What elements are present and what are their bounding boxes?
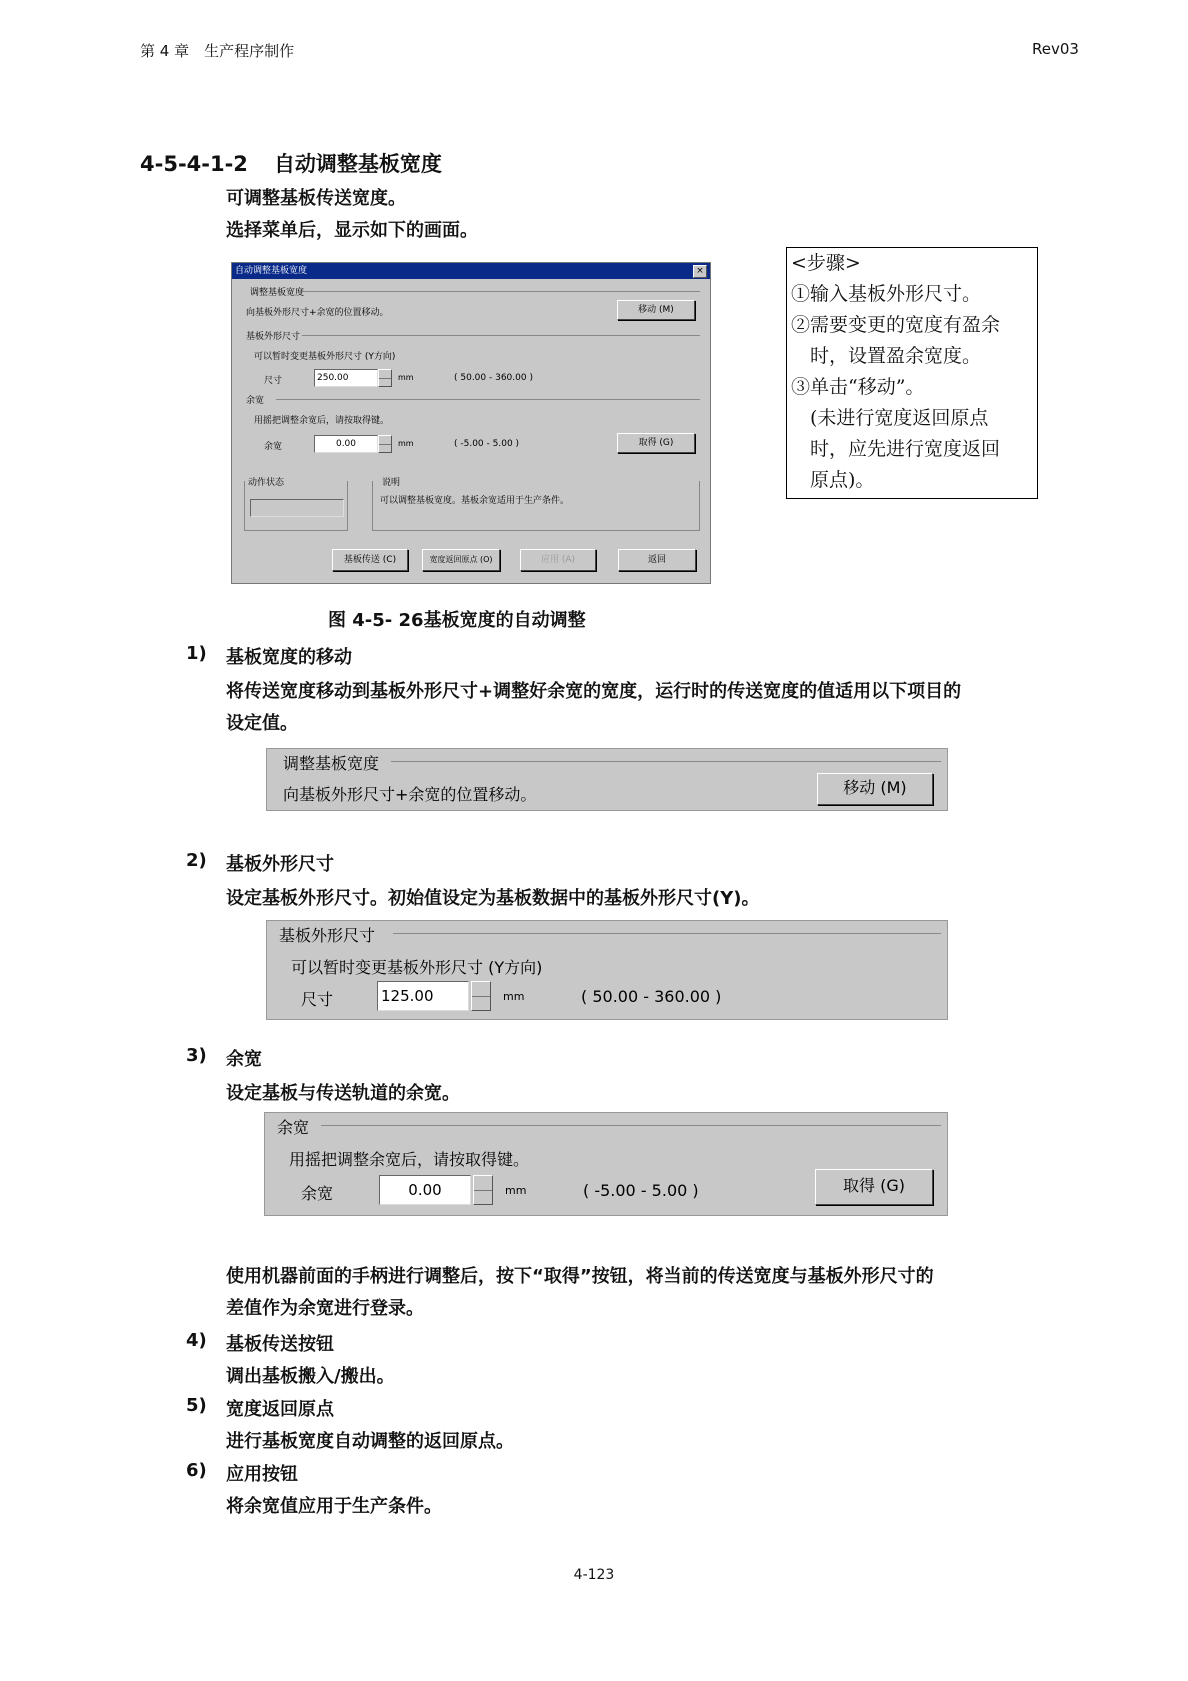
margin-spinner[interactable]: [378, 435, 392, 453]
panel2-group-line: [393, 933, 941, 934]
margin-unit: mm: [398, 439, 414, 448]
section-title: 自动调整基板宽度: [273, 152, 442, 176]
size-hint: 可以暂时变更基板外形尺寸 (Y方向): [254, 352, 396, 362]
page-number: 4-123: [573, 1567, 615, 1583]
intro-line-1: 可调整基板传送宽度。: [226, 188, 406, 209]
steps-line: ①输入基板外形尺寸。: [791, 283, 982, 305]
margin-input-zoom[interactable]: 0.00: [379, 1175, 471, 1205]
section-number: 4-5-4-1-2: [140, 152, 248, 176]
revision-label: Rev03: [1032, 40, 1079, 58]
group-size-label: 基板外形尺寸: [246, 332, 301, 342]
item-desc: 进行基板宽度自动调整的返回原点。: [226, 1431, 514, 1452]
panel3-label: 余宽: [301, 1184, 334, 1203]
item-number: 5): [186, 1395, 207, 1416]
item-title: 基板外形尺寸: [226, 854, 334, 875]
get-explain-line: 使用机器前面的手柄进行调整后，按下“取得”按钮，将当前的传送宽度与基板外形尺寸的: [226, 1266, 934, 1287]
get-explain-line: 差值作为余宽进行登录。: [226, 1298, 424, 1319]
figure-caption: 图 4-5- 26基板宽度的自动调整: [328, 610, 586, 631]
item-number: 4): [186, 1330, 207, 1351]
status-field: [250, 499, 344, 517]
item-number: 1): [186, 643, 207, 664]
group-margin-label: 余宽: [246, 396, 265, 406]
chapter-header: 第 4 章 生产程序制作: [140, 42, 295, 60]
size-range: ( 50.00 - 360.00 ): [454, 373, 533, 383]
panel1-text: 向基板外形尺寸+余宽的位置移动。: [283, 785, 537, 804]
steps-line: ②需要变更的宽度有盈余: [791, 314, 1001, 336]
intro-line-2: 选择菜单后，显示如下的画面。: [226, 220, 478, 241]
panel1-group-label: 调整基板宽度: [283, 754, 380, 773]
item-desc: 调出基板搬入/搬出。: [226, 1366, 395, 1387]
margin-input[interactable]: 0.00: [314, 435, 378, 453]
auto-width-dialog: [231, 262, 711, 584]
size-label: 尺寸: [264, 376, 283, 386]
steps-title: <步骤>: [791, 252, 861, 274]
dialog-title: 自动调整基板宽度: [235, 266, 308, 276]
status-group-label: 动作状态: [248, 478, 285, 488]
panel1-group-line: [391, 761, 941, 762]
desc-text: 可以调整基板宽度。基板余宽适用于生产条件。: [380, 496, 570, 506]
item-number: 6): [186, 1460, 207, 1481]
item-title: 宽度返回原点: [226, 1399, 334, 1420]
item-number: 3): [186, 1045, 207, 1066]
dialog-titlebar: [232, 263, 710, 279]
size-input[interactable]: 250.00: [314, 369, 378, 387]
panel2-label: 尺寸: [301, 990, 334, 1009]
panel3-range: ( -5.00 - 5.00 ): [583, 1181, 699, 1200]
item-desc: 将传送宽度移动到基板外形尺寸+调整好余宽的宽度，运行时的传送宽度的值适用以下项目的: [226, 681, 962, 702]
margin-hint: 用摇把调整余宽后，请按取得键。: [254, 416, 390, 426]
item-number: 2): [186, 850, 207, 871]
steps-line: 时，应先进行宽度返回: [791, 438, 1001, 460]
panel2-unit: mm: [503, 990, 525, 1003]
margin-panel: [264, 1112, 948, 1216]
close-icon[interactable]: ×: [693, 265, 707, 278]
size-unit: mm: [398, 373, 414, 382]
panel2-range: ( 50.00 - 360.00 ): [581, 987, 722, 1006]
apply-button[interactable]: 应用 (A): [520, 549, 596, 571]
group-adjust-line: [302, 291, 700, 292]
origin-button[interactable]: 宽度返回原点 (O): [422, 549, 500, 571]
margin-spinner-zoom[interactable]: [473, 1175, 493, 1205]
desc-group-box: [372, 481, 700, 531]
panel2-hint: 可以暂时变更基板外形尺寸 (Y方向): [291, 958, 543, 977]
panel3-unit: mm: [505, 1184, 527, 1197]
item-title: 余宽: [226, 1049, 262, 1070]
item-desc: 将余宽值应用于生产条件。: [226, 1496, 442, 1517]
board-size-spinner[interactable]: [471, 981, 491, 1011]
item-title: 应用按钮: [226, 1464, 298, 1485]
section-heading: [140, 148, 442, 178]
adjust-text: 向基板外形尺寸+余宽的位置移动。: [246, 308, 389, 318]
get-button[interactable]: 取得 (G): [617, 433, 695, 453]
panel2-group-label: 基板外形尺寸: [279, 926, 376, 945]
item-desc: 设定基板与传送轨道的余宽。: [226, 1083, 460, 1104]
steps-box: [786, 247, 1038, 499]
return-button[interactable]: 返回: [618, 549, 696, 571]
steps-line: ③单击“移动”。: [791, 376, 925, 398]
item-title: 基板宽度的移动: [226, 647, 352, 668]
group-adjust-label: 调整基板宽度: [250, 288, 305, 298]
group-size-line: [302, 335, 700, 336]
steps-line: 时，设置盈余宽度。: [791, 345, 982, 367]
size-spinner[interactable]: [378, 369, 392, 387]
board-size-input[interactable]: 125.00: [377, 981, 469, 1011]
group-margin-line: [276, 399, 700, 400]
board-size-panel: [266, 920, 948, 1020]
item-desc: 设定值。: [226, 713, 298, 734]
margin-label: 余宽: [264, 442, 283, 452]
conveyor-button[interactable]: 基板传送 (C): [332, 549, 408, 571]
steps-line: 原点)。: [791, 469, 875, 491]
move-button[interactable]: 移动 (M): [617, 300, 695, 320]
margin-range: ( -5.00 - 5.00 ): [454, 439, 520, 449]
move-button-zoom[interactable]: 移动 (M): [817, 773, 933, 805]
panel3-group-line: [321, 1125, 941, 1126]
item-title: 基板传送按钮: [226, 1334, 334, 1355]
steps-line: (未进行宽度返回原点: [791, 407, 989, 429]
get-button-zoom[interactable]: 取得 (G): [815, 1169, 933, 1205]
desc-group-label: 说明: [382, 478, 401, 488]
item-desc: 设定基板外形尺寸。初始值设定为基板数据中的基板外形尺寸(Y)。: [226, 888, 760, 909]
adjust-width-panel: [266, 748, 948, 811]
panel3-group-label: 余宽: [277, 1118, 310, 1137]
panel3-hint: 用摇把调整余宽后，请按取得键。: [289, 1150, 530, 1169]
